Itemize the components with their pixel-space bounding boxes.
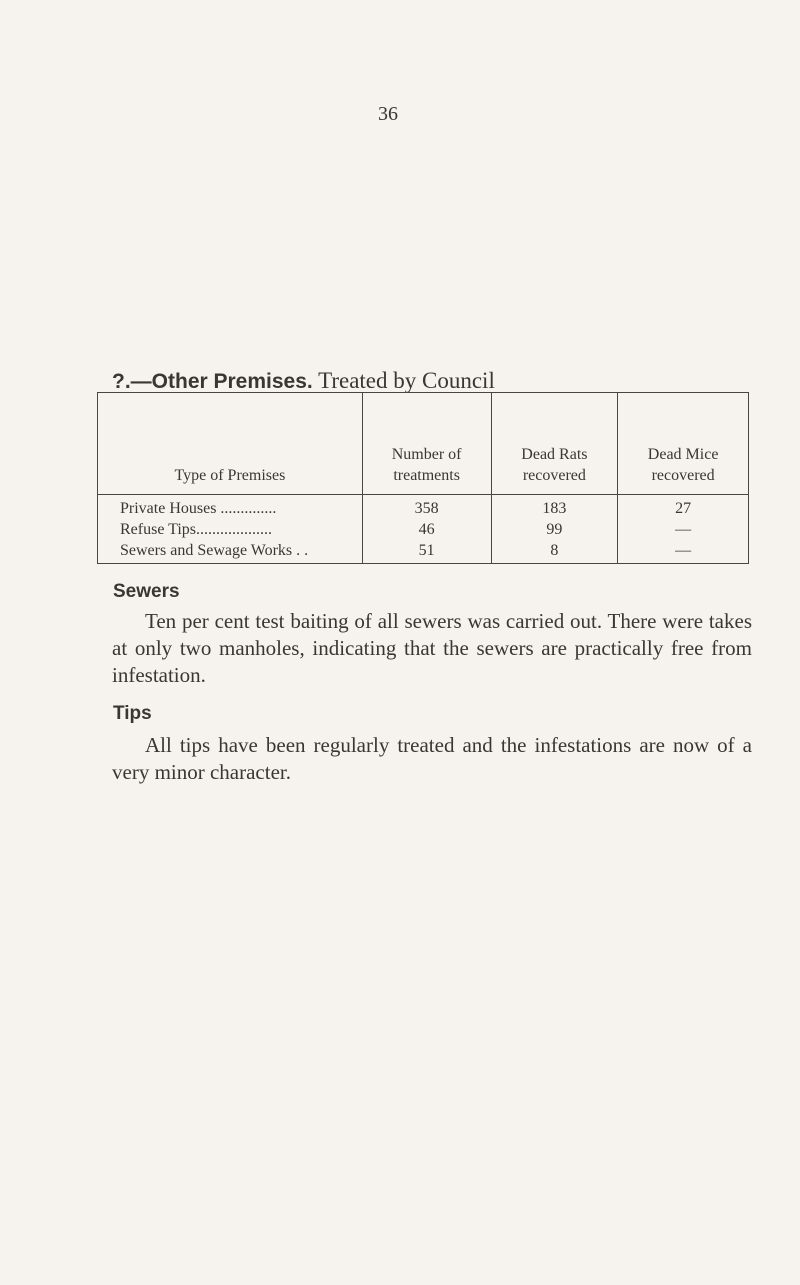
row-treatments: 46 [362, 519, 491, 540]
header-type-of-premises: Type of Premises [98, 393, 363, 495]
row-dead-rats: 183 [491, 495, 618, 520]
row-type: Refuse Tips................... [98, 519, 363, 540]
row-dead-rats: 99 [491, 519, 618, 540]
sewers-heading: Sewers [113, 581, 180, 602]
row-type: Private Houses .............. [98, 495, 363, 520]
row-dead-mice: 27 [618, 495, 749, 520]
page-number: 36 [378, 103, 398, 125]
header-dead-rats: Dead Rats recovered [491, 393, 618, 495]
section-heading-number-title: ?.—Other Premises. [112, 370, 313, 393]
row-dead-mice: — [618, 540, 749, 564]
header-number-of-treatments: Number of treatments [362, 393, 491, 495]
table-body [98, 495, 749, 564]
row-dead-mice: — [618, 519, 749, 540]
tips-heading: Tips [113, 703, 152, 724]
row-treatments: 358 [362, 495, 491, 520]
section-heading [112, 368, 495, 394]
table-row [98, 540, 749, 564]
premises-table [97, 392, 749, 564]
tips-paragraph: All tips have been regularly treated and the infestations are now of a very minor character. [112, 733, 752, 784]
table-header-row [98, 393, 749, 495]
row-dead-rats: 8 [491, 540, 618, 564]
sewers-paragraph: Ten per cent test baiting of all sewers was carried out. There were takes at only two manholes, indicating that the sewers are practically free from infestation. [112, 609, 752, 687]
row-treatments: 51 [362, 540, 491, 564]
row-type: Sewers and Sewage Works . . [98, 540, 363, 564]
section-heading-subtitle: Treated by Council [318, 368, 495, 393]
header-dead-mice: Dead Mice recovered [618, 393, 749, 495]
table-row [98, 519, 749, 540]
table-row [98, 495, 749, 520]
table-header [98, 393, 749, 495]
